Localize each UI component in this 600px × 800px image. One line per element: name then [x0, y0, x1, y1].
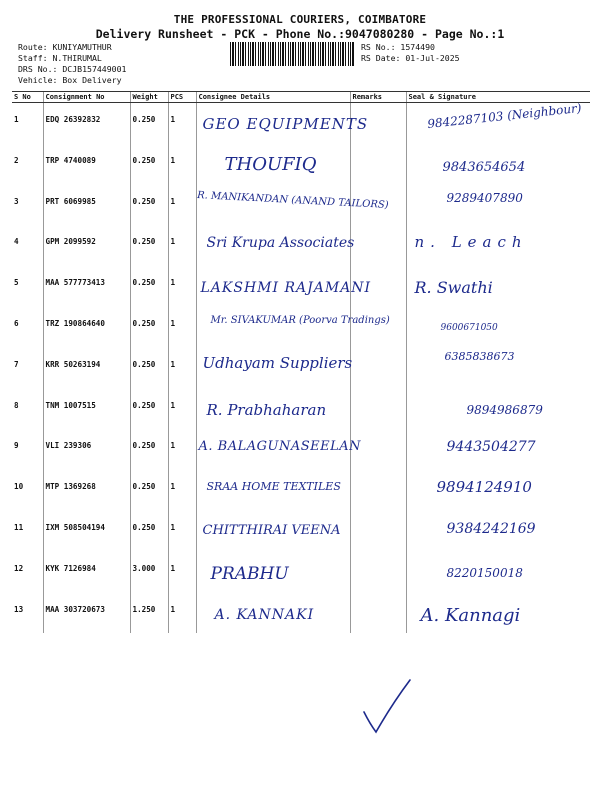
signature-cell	[406, 144, 590, 185]
consignment-cell: PRT 6069985	[43, 185, 130, 226]
signature-handwriting: 9384242169	[446, 520, 536, 537]
consignee-cell	[196, 307, 390, 348]
signature-handwriting: n. Leach	[414, 233, 528, 252]
table-body	[12, 100, 590, 634]
consignee-cell	[196, 389, 350, 430]
drs-line: DRS No.: DCJB157449001	[18, 64, 127, 74]
remarks-cell	[350, 429, 406, 470]
col-header: Seal & Signature	[406, 92, 590, 103]
consignment-cell: TRP 4740089	[43, 144, 130, 185]
remarks-cell	[350, 266, 406, 307]
consignment-cell: TRZ 190864640	[43, 307, 130, 348]
consignee-handwriting: A. KANNAKI	[214, 606, 315, 623]
pcs-cell: 1	[168, 389, 196, 430]
runsheet-subtitle: Delivery Runsheet - PCK - Phone No.:9047080280 - Page No.:1	[95, 27, 505, 41]
weight-cell: 3.000	[130, 552, 168, 593]
consignment-cell: KYK 7126984	[43, 552, 130, 593]
weight-cell: 0.250	[130, 103, 168, 144]
pcs-cell: 1	[168, 225, 196, 266]
remarks-cell	[350, 389, 406, 430]
consignee-cell	[196, 144, 350, 185]
route-line: Route: KUNIYAMUTHUR	[18, 42, 112, 52]
pcs-cell: 1	[168, 348, 196, 389]
remarks-cell	[350, 103, 406, 144]
consignee-handwriting: LAKSHMI RAJAMANI	[200, 280, 372, 297]
consignee-cell	[196, 511, 350, 552]
col-header: Remarks	[350, 92, 406, 103]
consignment-cell: GPM 2099592	[43, 225, 130, 266]
staff-line: Staff: N.THIRUMAL	[18, 53, 102, 63]
signature-handwriting: R. Swathi	[414, 278, 493, 298]
consignee-cell	[196, 185, 389, 226]
signature-handwriting: 9289407890	[446, 190, 523, 205]
weight-cell: 1.250	[130, 593, 168, 634]
consignment-cell: TNM 1007515	[43, 389, 130, 430]
pcs-cell: 1	[168, 266, 196, 307]
consignment-cell: VLI 239306	[43, 429, 130, 470]
check-mark-icon	[360, 676, 420, 736]
remarks-cell	[350, 185, 406, 226]
consignee-cell	[196, 429, 362, 470]
consignee-handwriting: GEO EQUIPMENTS	[202, 115, 369, 133]
consignee-cell	[196, 348, 353, 389]
consignment-cell: KRR 50263194	[43, 348, 130, 389]
barcode	[230, 42, 354, 66]
consignment-cell: IXM 508504194	[43, 511, 130, 552]
consignee-handwriting: SRAA HOME TEXTILES	[206, 480, 341, 494]
weight-cell: 0.250	[130, 307, 168, 348]
vehicle-line: Vehicle: Box Delivery	[18, 75, 122, 85]
signature-cell	[406, 470, 590, 511]
remarks-cell	[350, 348, 406, 389]
table-row	[12, 103, 590, 144]
consignee-handwriting: Sri Krupa Associates	[206, 235, 355, 252]
consignee-handwriting: Mr. SIVAKUMAR (Poorva Tradings)	[210, 314, 390, 326]
consignee-cell	[196, 266, 372, 307]
consignee-handwriting: R. Prabhaharan	[206, 400, 327, 419]
consignment-cell: MAA 577773413	[43, 266, 130, 307]
consignee-cell	[196, 470, 350, 511]
table-row	[12, 144, 590, 185]
col-header: PCS	[168, 92, 196, 103]
weight-cell: 0.250	[130, 185, 168, 226]
signature-handwriting: 9600671050	[440, 322, 498, 333]
sno-cell: 13	[14, 604, 24, 614]
remarks-cell	[350, 552, 406, 593]
remarks-cell	[350, 144, 406, 185]
sno-cell: 2	[14, 155, 19, 165]
sno-cell: 3	[14, 196, 19, 206]
signature-handwriting: 9842287103 (Neighbour)	[426, 100, 582, 132]
pcs-cell: 1	[168, 593, 196, 634]
consignee-handwriting: CHITTHIRAI VEENA	[202, 522, 341, 538]
signature-cell	[406, 348, 590, 389]
signature-cell	[406, 593, 590, 634]
pcs-cell: 1	[168, 552, 196, 593]
sno-cell: 8	[14, 400, 19, 410]
pcs-cell: 1	[168, 103, 196, 144]
sno-cell: 9	[14, 441, 19, 451]
col-header: Consignee Details	[196, 92, 350, 103]
remarks-cell	[350, 511, 406, 552]
col-header: S No	[12, 92, 43, 103]
signature-handwriting: 9894124910	[436, 478, 532, 497]
signature-cell	[406, 552, 590, 593]
signature-cell	[406, 100, 590, 144]
consignment-cell: MAA 303720673	[43, 593, 130, 634]
weight-cell: 0.250	[130, 348, 168, 389]
signature-cell	[406, 225, 590, 266]
remarks-cell	[350, 307, 406, 348]
company-title: THE PROFESSIONAL COURIERS, COIMBATORE	[173, 13, 427, 26]
remarks-cell	[350, 225, 406, 266]
table-row	[12, 552, 590, 593]
table-row	[12, 470, 590, 511]
weight-cell: 0.250	[130, 511, 168, 552]
signature-cell	[406, 185, 590, 226]
runsheet-meta-left	[18, 42, 126, 86]
table-header-row	[12, 92, 590, 103]
table-row	[12, 348, 590, 389]
runsheet-meta-right	[361, 42, 460, 64]
consignee-cell	[196, 225, 355, 266]
sno-cell: 5	[14, 278, 19, 288]
consignee-handwriting: THOUFIQ	[224, 153, 317, 175]
consignee-cell	[196, 552, 350, 593]
signature-cell	[406, 429, 590, 470]
table-row	[12, 429, 590, 470]
delivery-table	[12, 91, 590, 633]
consignment-cell: MTP 1369268	[43, 470, 130, 511]
sno-cell: 11	[14, 522, 24, 532]
col-header: Weight	[130, 92, 168, 103]
weight-cell: 0.250	[130, 429, 168, 470]
sno-cell: 4	[14, 237, 19, 247]
signature-cell	[406, 389, 590, 430]
sno-cell: 7	[14, 359, 19, 369]
signature-handwriting: 9443504277	[446, 439, 536, 456]
rs-date: RS Date: 01-Jul-2025	[361, 53, 460, 63]
signature-handwriting: 6385838673	[444, 349, 515, 363]
consignee-handwriting: Udhayam Suppliers	[202, 353, 353, 372]
consignee-handwriting: PRABHU	[210, 563, 289, 584]
delivery-table-wrap	[12, 91, 590, 655]
table-row	[12, 225, 590, 266]
signature-cell	[406, 511, 590, 552]
consignment-cell: EDQ 26392832	[43, 103, 130, 144]
signature-handwriting: 9894986879	[466, 402, 543, 417]
signature-handwriting: 9843654654	[442, 159, 526, 175]
sno-cell: 6	[14, 318, 19, 328]
table-row	[12, 307, 590, 348]
sno-cell: 10	[14, 482, 24, 492]
table-row	[12, 389, 590, 430]
remarks-cell	[350, 593, 406, 634]
col-header: Consignment No	[43, 92, 130, 103]
signature-handwriting: 8220150018	[446, 565, 523, 580]
sno-cell: 12	[14, 563, 24, 573]
weight-cell: 0.250	[130, 389, 168, 430]
pcs-cell: 1	[168, 429, 196, 470]
consignee-cell	[196, 593, 350, 634]
weight-cell: 0.250	[130, 266, 168, 307]
consignee-cell	[196, 103, 369, 144]
pcs-cell: 1	[168, 144, 196, 185]
weight-cell: 0.250	[130, 225, 168, 266]
weight-cell: 0.250	[130, 470, 168, 511]
signature-handwriting: A. Kannagi	[420, 604, 521, 626]
remarks-cell	[350, 470, 406, 511]
signature-cell	[406, 266, 590, 307]
pcs-cell: 1	[168, 511, 196, 552]
pcs-cell: 1	[168, 470, 196, 511]
consignee-handwriting: R. MANIKANDAN (ANAND TAILORS)	[196, 189, 389, 211]
table-row	[12, 593, 590, 634]
weight-cell: 0.250	[130, 144, 168, 185]
sno-cell: 1	[14, 115, 19, 124]
rs-number: RS No.: 1574490	[361, 42, 435, 52]
pcs-cell: 1	[168, 185, 196, 226]
table-row	[12, 266, 590, 307]
table-row	[12, 511, 590, 552]
signature-cell	[406, 307, 590, 348]
pcs-cell: 1	[168, 307, 196, 348]
table-row	[12, 185, 590, 226]
consignee-handwriting: A. BALAGUNASEELAN	[198, 439, 362, 455]
